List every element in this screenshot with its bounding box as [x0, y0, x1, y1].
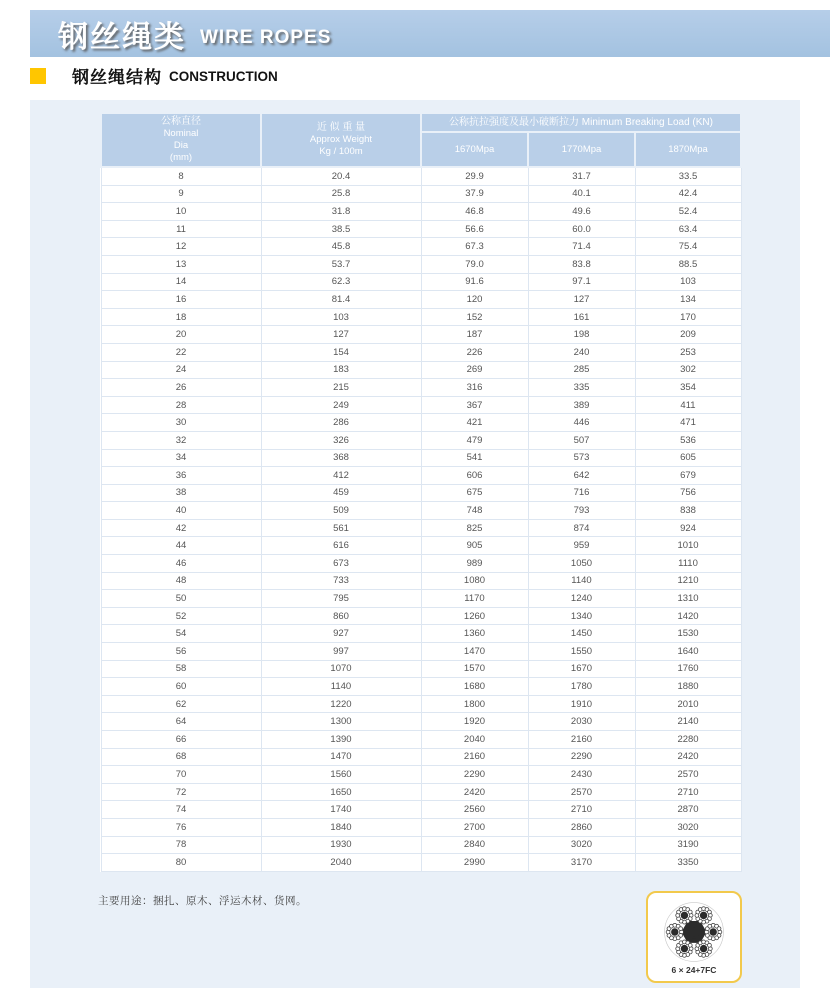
table-row [101, 748, 741, 766]
usage-note: 主要用途：捆扎、原木、浮运木材、货网。 [98, 895, 307, 907]
table-cell: 1260 [421, 607, 528, 625]
table-cell: 1470 [421, 643, 528, 661]
table-cell: 26 [101, 379, 261, 397]
table-cell: 2160 [528, 731, 635, 749]
table-row [101, 818, 741, 836]
table-cell: 1470 [261, 748, 421, 766]
table-row [101, 643, 741, 661]
table-cell: 1780 [528, 678, 635, 696]
header-approx-weight-l1: Approx Weight [309, 134, 373, 145]
table-cell: 66 [101, 731, 261, 749]
table-cell: 31.7 [528, 167, 635, 185]
table-row [101, 783, 741, 801]
table-cell: 1070 [261, 660, 421, 678]
table-cell: 1930 [261, 836, 421, 854]
table-row [101, 238, 741, 256]
spec-table-wrap [100, 112, 740, 872]
table-cell: 536 [635, 431, 741, 449]
table-cell: 2860 [528, 818, 635, 836]
table-cell: 479 [421, 431, 528, 449]
table-cell: 860 [261, 607, 421, 625]
table-cell: 1920 [421, 713, 528, 731]
table-cell: 1880 [635, 678, 741, 696]
table-cell: 37.9 [421, 185, 528, 203]
table-cell: 2290 [421, 766, 528, 784]
table-cell: 79.0 [421, 255, 528, 273]
header-nominal-dia-l3: (mm) [169, 152, 193, 163]
table-cell: 606 [421, 467, 528, 485]
table-cell: 561 [261, 519, 421, 537]
table-row [101, 467, 741, 485]
header-approx-weight-zh: 近 似 重 量 [316, 122, 366, 133]
page-banner [30, 10, 830, 57]
table-cell: 91.6 [421, 273, 528, 291]
table-cell: 1650 [261, 783, 421, 801]
table-row [101, 255, 741, 273]
table-cell: 33.5 [635, 167, 741, 185]
table-cell: 3020 [635, 818, 741, 836]
table-cell: 509 [261, 502, 421, 520]
table-cell: 170 [635, 308, 741, 326]
table-cell: 103 [261, 308, 421, 326]
table-cell: 446 [528, 414, 635, 432]
table-cell: 97.1 [528, 273, 635, 291]
table-row [101, 379, 741, 397]
table-row [101, 766, 741, 784]
table-cell: 2040 [421, 731, 528, 749]
header-grade-1770: 1770Mpa [528, 132, 635, 167]
table-cell: 2030 [528, 713, 635, 731]
table-cell: 58 [101, 660, 261, 678]
table-cell: 616 [261, 537, 421, 555]
table-cell: 1140 [261, 678, 421, 696]
table-cell: 49.6 [528, 203, 635, 221]
table-cell: 421 [421, 414, 528, 432]
table-cell: 67.3 [421, 238, 528, 256]
table-cell: 29.9 [421, 167, 528, 185]
rope-cross-section-icon [658, 900, 730, 964]
table-cell: 927 [261, 625, 421, 643]
table-cell: 183 [261, 361, 421, 379]
table-cell: 1840 [261, 818, 421, 836]
table-cell: 795 [261, 590, 421, 608]
table-cell: 2710 [528, 801, 635, 819]
table-cell: 874 [528, 519, 635, 537]
table-cell: 997 [261, 643, 421, 661]
table-cell: 152 [421, 308, 528, 326]
table-cell: 2700 [421, 818, 528, 836]
table-cell: 30 [101, 414, 261, 432]
table-row [101, 343, 741, 361]
table-cell: 285 [528, 361, 635, 379]
table-cell: 1240 [528, 590, 635, 608]
header-grade-1670: 1670Mpa [421, 132, 528, 167]
table-cell: 2290 [528, 748, 635, 766]
table-row [101, 678, 741, 696]
section-title-zh: 钢丝绳结构 [72, 68, 162, 87]
table-cell: 2280 [635, 731, 741, 749]
table-cell: 335 [528, 379, 635, 397]
table-header [101, 113, 741, 167]
header-nominal-dia-zh: 公称直径 [161, 116, 201, 127]
table-row [101, 660, 741, 678]
content-panel [30, 100, 800, 988]
table-cell: 354 [635, 379, 741, 397]
table-cell: 368 [261, 449, 421, 467]
table-cell: 825 [421, 519, 528, 537]
table-cell: 25.8 [261, 185, 421, 203]
rope-diagram-label: 6 × 24+7FC [671, 964, 717, 975]
table-row [101, 607, 741, 625]
table-cell: 198 [528, 326, 635, 344]
table-cell: 1080 [421, 572, 528, 590]
rope-diagram-box [646, 891, 742, 983]
table-cell: 1800 [421, 695, 528, 713]
table-cell: 1740 [261, 801, 421, 819]
table-cell: 2040 [261, 854, 421, 872]
table-cell: 215 [261, 379, 421, 397]
table-cell: 3350 [635, 854, 741, 872]
table-row [101, 185, 741, 203]
table-cell: 72 [101, 783, 261, 801]
table-cell: 40 [101, 502, 261, 520]
table-cell: 83.8 [528, 255, 635, 273]
table-cell: 1680 [421, 678, 528, 696]
table-cell: 2570 [528, 783, 635, 801]
table-row [101, 731, 741, 749]
table-cell: 3020 [528, 836, 635, 854]
banner-title-zh: 钢丝绳类 [58, 20, 186, 54]
header-breaking-load: 公称抗拉强度及最小破断拉力 Minimum Breaking Load (KN) [421, 113, 741, 132]
table-cell: 9 [101, 185, 261, 203]
table-cell: 8 [101, 167, 261, 185]
table-cell: 20.4 [261, 167, 421, 185]
table-cell: 1450 [528, 625, 635, 643]
table-cell: 1560 [261, 766, 421, 784]
table-cell: 80 [101, 854, 261, 872]
table-cell: 56.6 [421, 220, 528, 238]
section-heading [30, 63, 278, 88]
table-cell: 286 [261, 414, 421, 432]
header-approx-weight-l2: Kg / 100m [319, 146, 363, 157]
table-cell: 28 [101, 396, 261, 414]
table-cell: 959 [528, 537, 635, 555]
table-cell: 42.4 [635, 185, 741, 203]
table-row [101, 396, 741, 414]
table-cell: 367 [421, 396, 528, 414]
table-cell: 75.4 [635, 238, 741, 256]
table-cell: 127 [528, 291, 635, 309]
table-row [101, 519, 741, 537]
table-cell: 103 [635, 273, 741, 291]
table-cell: 32 [101, 431, 261, 449]
table-cell: 1050 [528, 555, 635, 573]
table-cell: 76 [101, 818, 261, 836]
table-cell: 2710 [635, 783, 741, 801]
table-cell: 2160 [421, 748, 528, 766]
table-cell: 1390 [261, 731, 421, 749]
header-grade-1870: 1870Mpa [635, 132, 741, 167]
table-row [101, 713, 741, 731]
table-cell: 42 [101, 519, 261, 537]
table-row [101, 854, 741, 872]
table-cell: 1910 [528, 695, 635, 713]
table-cell: 46 [101, 555, 261, 573]
table-cell: 81.4 [261, 291, 421, 309]
table-cell: 2990 [421, 854, 528, 872]
table-cell: 2420 [421, 783, 528, 801]
header-approx-weight [261, 113, 421, 167]
table-cell: 10 [101, 203, 261, 221]
table-cell: 411 [635, 396, 741, 414]
table-cell: 389 [528, 396, 635, 414]
table-cell: 11 [101, 220, 261, 238]
table-cell: 62 [101, 695, 261, 713]
table-cell: 605 [635, 449, 741, 467]
table-cell: 748 [421, 502, 528, 520]
table-cell: 127 [261, 326, 421, 344]
table-cell: 46.8 [421, 203, 528, 221]
header-nominal-dia-l2: Dia [173, 140, 189, 151]
table-cell: 187 [421, 326, 528, 344]
table-cell: 2010 [635, 695, 741, 713]
table-cell: 60.0 [528, 220, 635, 238]
table-row [101, 414, 741, 432]
table-cell: 45.8 [261, 238, 421, 256]
table-cell: 716 [528, 484, 635, 502]
table-cell: 2840 [421, 836, 528, 854]
table-cell: 905 [421, 537, 528, 555]
table-cell: 64 [101, 713, 261, 731]
table-cell: 1110 [635, 555, 741, 573]
table-cell: 53.7 [261, 255, 421, 273]
table-row [101, 537, 741, 555]
table-cell: 12 [101, 238, 261, 256]
table-row [101, 801, 741, 819]
table-cell: 68 [101, 748, 261, 766]
table-cell: 70 [101, 766, 261, 784]
table-cell: 675 [421, 484, 528, 502]
table-cell: 20 [101, 326, 261, 344]
table-cell: 989 [421, 555, 528, 573]
table-cell: 1550 [528, 643, 635, 661]
table-row [101, 273, 741, 291]
table-row [101, 695, 741, 713]
table-cell: 269 [421, 361, 528, 379]
table-cell: 1210 [635, 572, 741, 590]
table-cell: 1760 [635, 660, 741, 678]
table-cell: 679 [635, 467, 741, 485]
table-row [101, 361, 741, 379]
table-cell: 52.4 [635, 203, 741, 221]
table-cell: 56 [101, 643, 261, 661]
banner-title-en: WIRE ROPES [200, 26, 332, 48]
table-row [101, 590, 741, 608]
table-cell: 63.4 [635, 220, 741, 238]
table-row [101, 625, 741, 643]
table-cell: 52 [101, 607, 261, 625]
table-cell: 14 [101, 273, 261, 291]
table-cell: 22 [101, 343, 261, 361]
table-row [101, 220, 741, 238]
table-cell: 71.4 [528, 238, 635, 256]
table-cell: 1220 [261, 695, 421, 713]
table-cell: 1570 [421, 660, 528, 678]
table-cell: 226 [421, 343, 528, 361]
table-cell: 88.5 [635, 255, 741, 273]
table-cell: 3190 [635, 836, 741, 854]
table-cell: 31.8 [261, 203, 421, 221]
table-row [101, 555, 741, 573]
table-cell: 471 [635, 414, 741, 432]
table-cell: 541 [421, 449, 528, 467]
table-cell: 48 [101, 572, 261, 590]
table-cell: 2560 [421, 801, 528, 819]
table-cell: 1140 [528, 572, 635, 590]
table-cell: 756 [635, 484, 741, 502]
header-nominal-dia [101, 113, 261, 167]
table-row [101, 449, 741, 467]
section-title-en: CONSTRUCTION [169, 69, 278, 84]
table-cell: 2140 [635, 713, 741, 731]
table-cell: 34 [101, 449, 261, 467]
table-cell: 507 [528, 431, 635, 449]
table-row [101, 308, 741, 326]
table-cell: 642 [528, 467, 635, 485]
table-cell: 1170 [421, 590, 528, 608]
table-cell: 134 [635, 291, 741, 309]
table-cell: 1670 [528, 660, 635, 678]
table-row [101, 203, 741, 221]
table-cell: 24 [101, 361, 261, 379]
header-nominal-dia-l1: Nominal [163, 128, 199, 139]
table-row [101, 431, 741, 449]
table-cell: 249 [261, 396, 421, 414]
section-bullet-icon [30, 68, 46, 84]
table-cell: 50 [101, 590, 261, 608]
table-cell: 18 [101, 308, 261, 326]
table-cell: 1360 [421, 625, 528, 643]
table-cell: 1530 [635, 625, 741, 643]
table-cell: 253 [635, 343, 741, 361]
table-cell: 2430 [528, 766, 635, 784]
table-cell: 733 [261, 572, 421, 590]
table-cell: 120 [421, 291, 528, 309]
table-cell: 412 [261, 467, 421, 485]
table-cell: 1640 [635, 643, 741, 661]
table-cell: 573 [528, 449, 635, 467]
table-cell: 459 [261, 484, 421, 502]
table-cell: 78 [101, 836, 261, 854]
wire-rope-spec-table [100, 112, 742, 872]
table-cell: 13 [101, 255, 261, 273]
table-cell: 74 [101, 801, 261, 819]
table-cell: 2870 [635, 801, 741, 819]
table-cell: 38.5 [261, 220, 421, 238]
table-row [101, 484, 741, 502]
table-cell: 793 [528, 502, 635, 520]
table-cell: 36 [101, 467, 261, 485]
table-cell: 838 [635, 502, 741, 520]
table-cell: 302 [635, 361, 741, 379]
table-cell: 60 [101, 678, 261, 696]
table-cell: 2570 [635, 766, 741, 784]
table-cell: 54 [101, 625, 261, 643]
table-cell: 161 [528, 308, 635, 326]
table-row [101, 291, 741, 309]
table-cell: 1300 [261, 713, 421, 731]
table-row [101, 836, 741, 854]
table-cell: 1310 [635, 590, 741, 608]
table-cell: 924 [635, 519, 741, 537]
table-body [101, 167, 741, 871]
table-cell: 326 [261, 431, 421, 449]
table-row [101, 572, 741, 590]
table-row [101, 326, 741, 344]
table-cell: 38 [101, 484, 261, 502]
table-cell: 1010 [635, 537, 741, 555]
table-cell: 40.1 [528, 185, 635, 203]
table-cell: 240 [528, 343, 635, 361]
table-cell: 209 [635, 326, 741, 344]
table-cell: 673 [261, 555, 421, 573]
table-cell: 16 [101, 291, 261, 309]
table-cell: 1420 [635, 607, 741, 625]
table-cell: 3170 [528, 854, 635, 872]
table-cell: 154 [261, 343, 421, 361]
table-cell: 44 [101, 537, 261, 555]
table-row [101, 502, 741, 520]
table-cell: 2420 [635, 748, 741, 766]
table-cell: 1340 [528, 607, 635, 625]
table-row [101, 167, 741, 185]
table-cell: 62.3 [261, 273, 421, 291]
table-cell: 316 [421, 379, 528, 397]
